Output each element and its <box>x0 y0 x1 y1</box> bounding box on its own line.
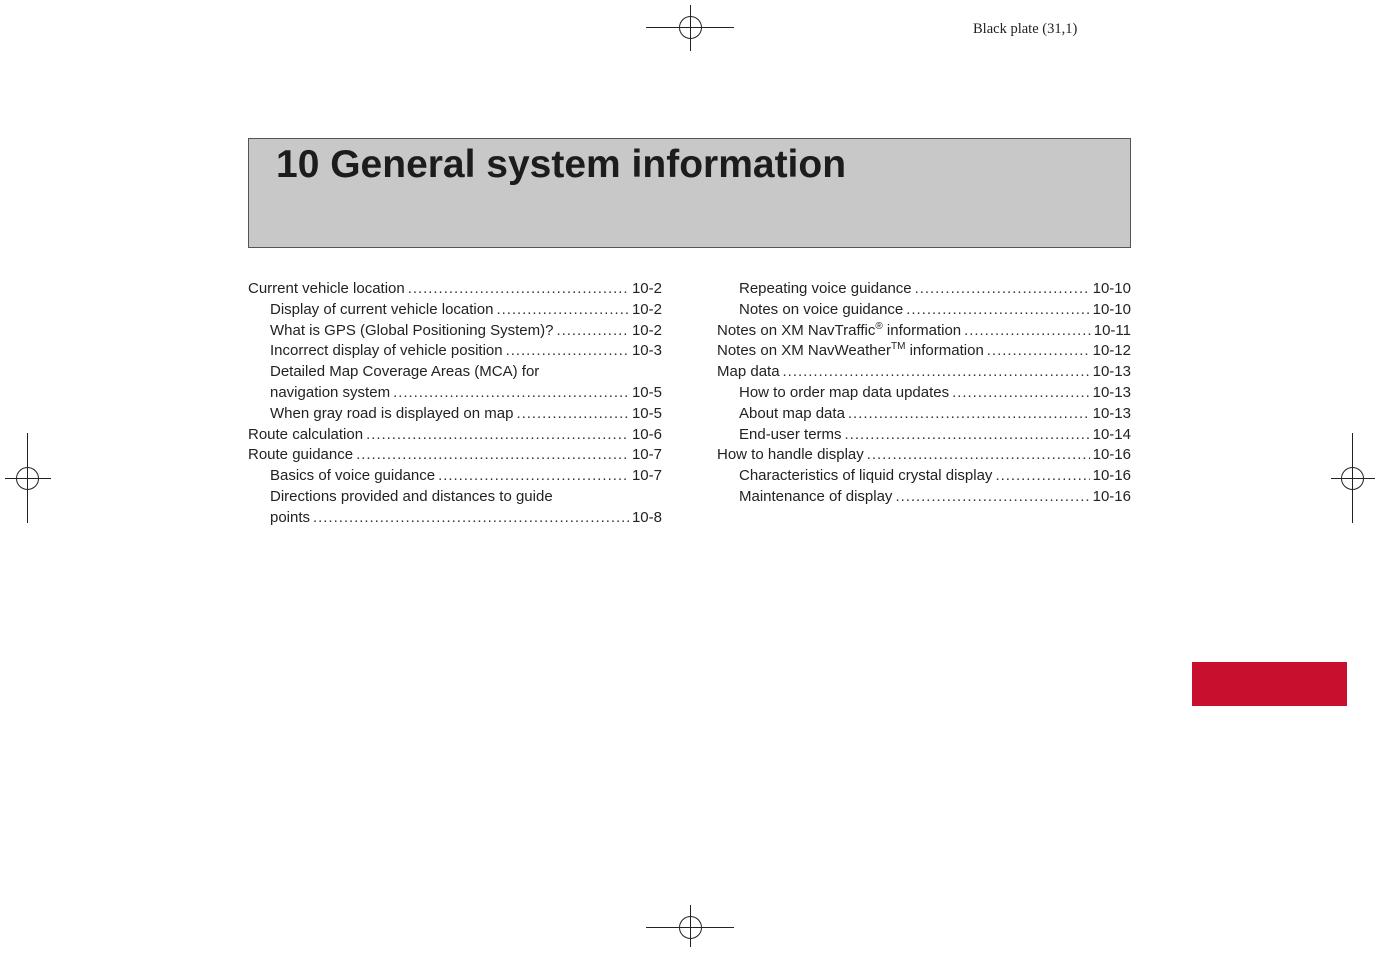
toc-entry[interactable]: When gray road is displayed on map . . . 10-5 <box>248 404 662 425</box>
toc-entry[interactable]: Display of current vehicle location . . . 10-2 <box>248 300 662 321</box>
registered-mark: ® <box>875 320 883 332</box>
toc-page-number: 10-12 <box>1092 342 1131 360</box>
toc-page-number: 10-2 <box>631 321 662 339</box>
toc-entry[interactable]: Route calculation . . . 10-6 <box>248 425 662 446</box>
toc-entry[interactable]: Current vehicle location . . . 10-2 <box>248 279 662 300</box>
chapter-title-banner <box>248 138 1131 248</box>
toc-entry[interactable]: Incorrect display of vehicle position . . . 10-3 <box>248 341 662 362</box>
toc-entry[interactable]: Directions provided and distances to guide points . . . 10-8 <box>248 487 662 529</box>
toc-page-number: 10-8 <box>631 508 662 526</box>
toc-page-number: 10-6 <box>631 425 662 443</box>
registration-mark-left <box>5 433 51 523</box>
toc-page-number: 10-16 <box>1092 487 1131 505</box>
toc-right-column <box>717 279 1131 508</box>
toc-page-number: 10-14 <box>1092 425 1131 443</box>
toc-entry[interactable]: Detailed Map Coverage Areas (MCA) for navigation system . . . 10-5 <box>248 362 662 404</box>
toc-entry[interactable]: How to order map data updates . . . 10-13 <box>717 383 1131 404</box>
toc-page-number: 10-5 <box>631 404 662 422</box>
toc-entry[interactable]: End-user terms . . . 10-14 <box>717 425 1131 446</box>
toc-page-number: 10-13 <box>1092 404 1131 422</box>
toc-page-number: 10-16 <box>1092 446 1131 464</box>
toc-entry[interactable]: Map data . . . 10-13 <box>717 362 1131 383</box>
toc-entry[interactable]: Route guidance . . . 10-7 <box>248 445 662 466</box>
toc-page-number: 10-10 <box>1092 280 1131 297</box>
toc-page-number: 10-16 <box>1092 467 1131 485</box>
toc-entry[interactable]: How to handle display . . . 10-16 <box>717 445 1131 466</box>
toc-page-number: 10-2 <box>631 300 662 318</box>
toc-entry[interactable]: Maintenance of display . . . 10-16 <box>717 487 1131 508</box>
toc-entry[interactable]: Basics of voice guidance . . . 10-7 <box>248 466 662 487</box>
toc-left-column <box>248 279 662 529</box>
registration-mark-top <box>646 5 734 51</box>
toc-page-number: 10-11 <box>1093 321 1131 339</box>
toc-page-number: 10-3 <box>631 342 662 360</box>
toc-entry[interactable]: About map data . . . 10-13 <box>717 404 1131 425</box>
toc-page-number: 10-7 <box>631 467 662 485</box>
toc-entry[interactable]: Notes on XM NavTraffic® information . . . 10-11 <box>717 321 1131 342</box>
chapter-tab <box>1192 662 1347 706</box>
toc-page-number: 10-10 <box>1092 300 1131 318</box>
toc-page-number: 10-13 <box>1092 383 1131 401</box>
chapter-title: 10 General system information <box>276 143 847 186</box>
toc-page-number: 10-5 <box>631 383 662 401</box>
toc-entry[interactable]: Repeating voice guidance . . . 10-10 <box>717 279 1131 300</box>
toc-page-number: 10-7 <box>631 446 662 464</box>
toc-entry[interactable]: Notes on voice guidance . . . 10-10 <box>717 300 1131 321</box>
plate-label: Black plate (31,1) <box>973 21 1078 37</box>
toc-entry[interactable]: Characteristics of liquid crystal display . . . 10-16 <box>717 466 1131 487</box>
registration-mark-bottom <box>646 905 734 947</box>
trademark-mark: TM <box>890 341 906 353</box>
registration-mark-right <box>1331 433 1375 523</box>
toc-entry[interactable]: Notes on XM NavWeather™ information . . . 10-12 <box>717 341 1131 362</box>
toc-page-number: 10-2 <box>631 280 662 297</box>
toc-entry[interactable]: What is GPS (Global Positioning System)? . . . 10-2 <box>248 321 662 342</box>
toc-page-number: 10-13 <box>1092 363 1131 381</box>
